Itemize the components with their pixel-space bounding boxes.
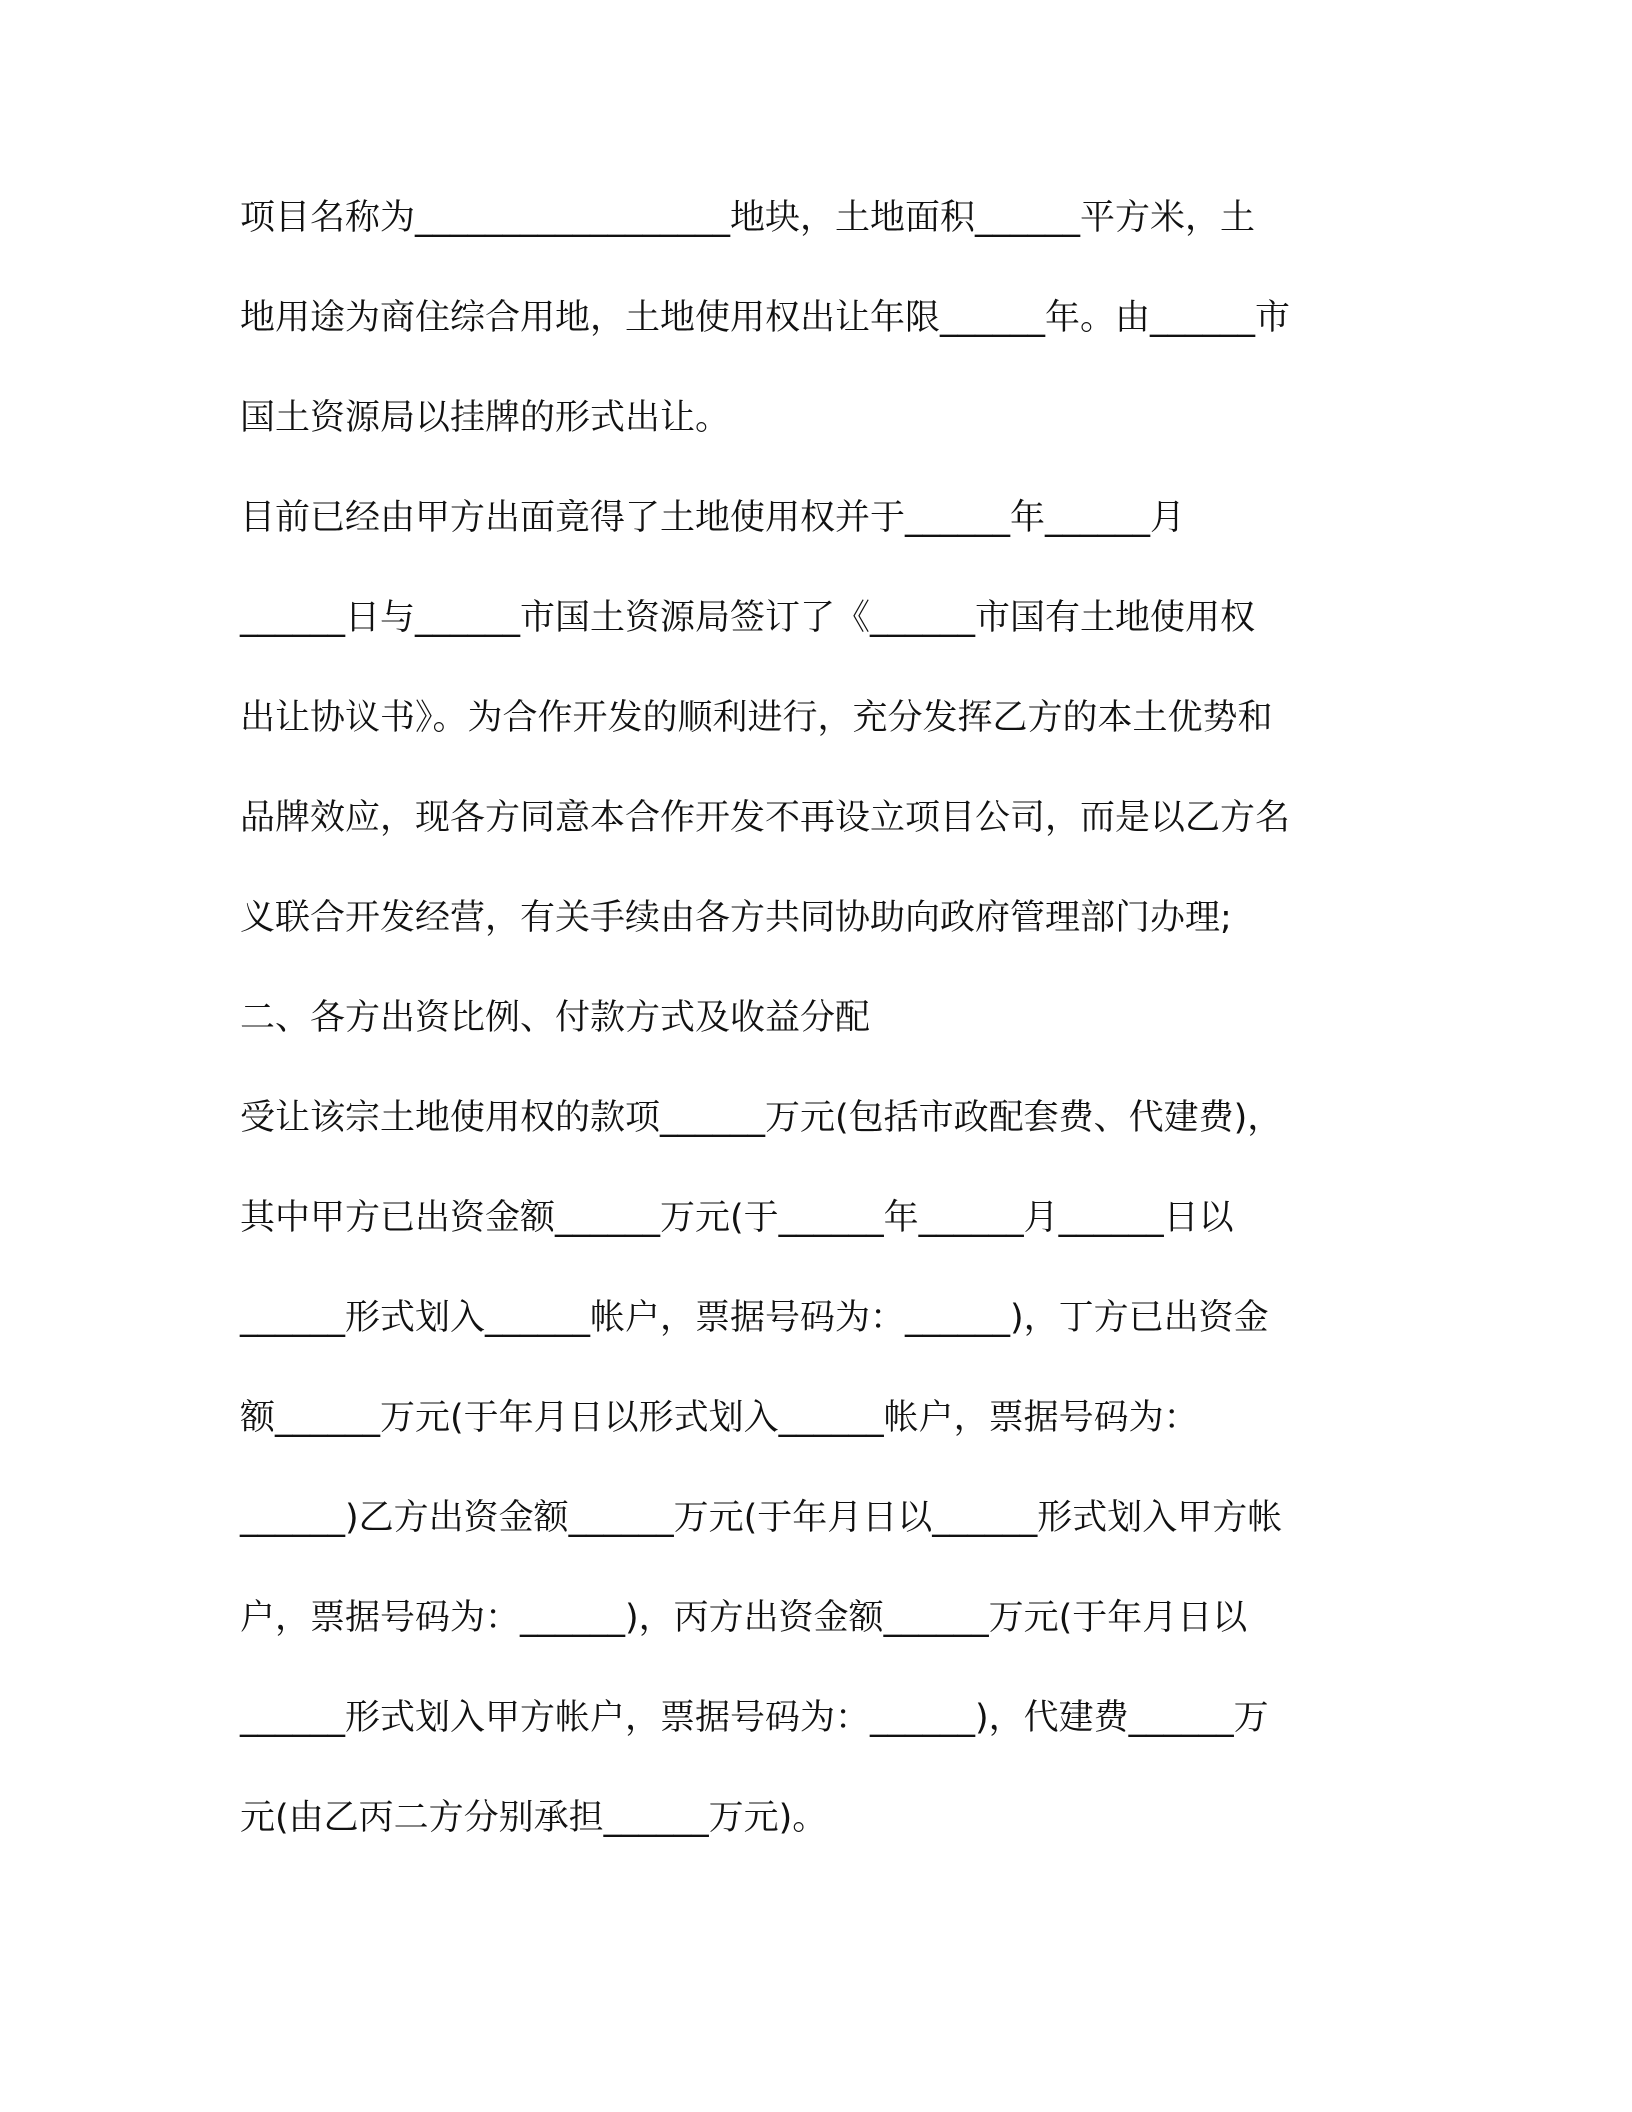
text-line: 受让该宗土地使用权的款项______万元(包括市政配套费、代建费)， [240,1098,1283,1138]
text-line: 品牌效应，现各方同意本合作开发不再设立项目公司，而是以乙方名 [240,798,1291,838]
text-line: 额______万元(于年月日以形式划入______帐户，票据号码为： [240,1398,1199,1438]
text-line: 国土资源局以挂牌的形式出让。 [240,398,731,438]
text-line: 地用途为商住综合用地，土地使用权出让年限______年。由______市 [240,298,1291,338]
text-line: 义联合开发经营，有关手续由各方共同协助向政府管理部门办理; [240,898,1232,938]
text-line: ______形式划入甲方帐户，票据号码为：______)，代建费______万 [240,1698,1269,1738]
text-line: 元(由乙丙二方分别承担______万元)。 [240,1798,828,1838]
text-line: ______形式划入______帐户，票据号码为：______)，丁方已出资金 [240,1298,1269,1338]
section-heading: 二、各方出资比例、付款方式及收益分配 [240,998,871,1038]
text-line: ______)乙方出资金额______万元(于年月日以______形式划入甲方帐 [240,1498,1283,1538]
text-line: 目前已经由甲方出面竟得了土地使用权并于______年______月 [240,498,1186,538]
text-line: ______日与______市国土资源局签订了《______市国有土地使用权 [240,598,1256,638]
text-line: 户，票据号码为：______)，丙方出资金额______万元(于年月日以 [240,1598,1248,1638]
text-line: 出让协议书》。为合作开发的顺利进行，充分发挥乙方的本土优势和 [240,698,1273,738]
text-line: 其中甲方已出资金额______万元(于______年______月______日以 [240,1198,1234,1238]
text-line: 项目名称为__________________地块，土地面积______平方米，土 [240,198,1256,238]
